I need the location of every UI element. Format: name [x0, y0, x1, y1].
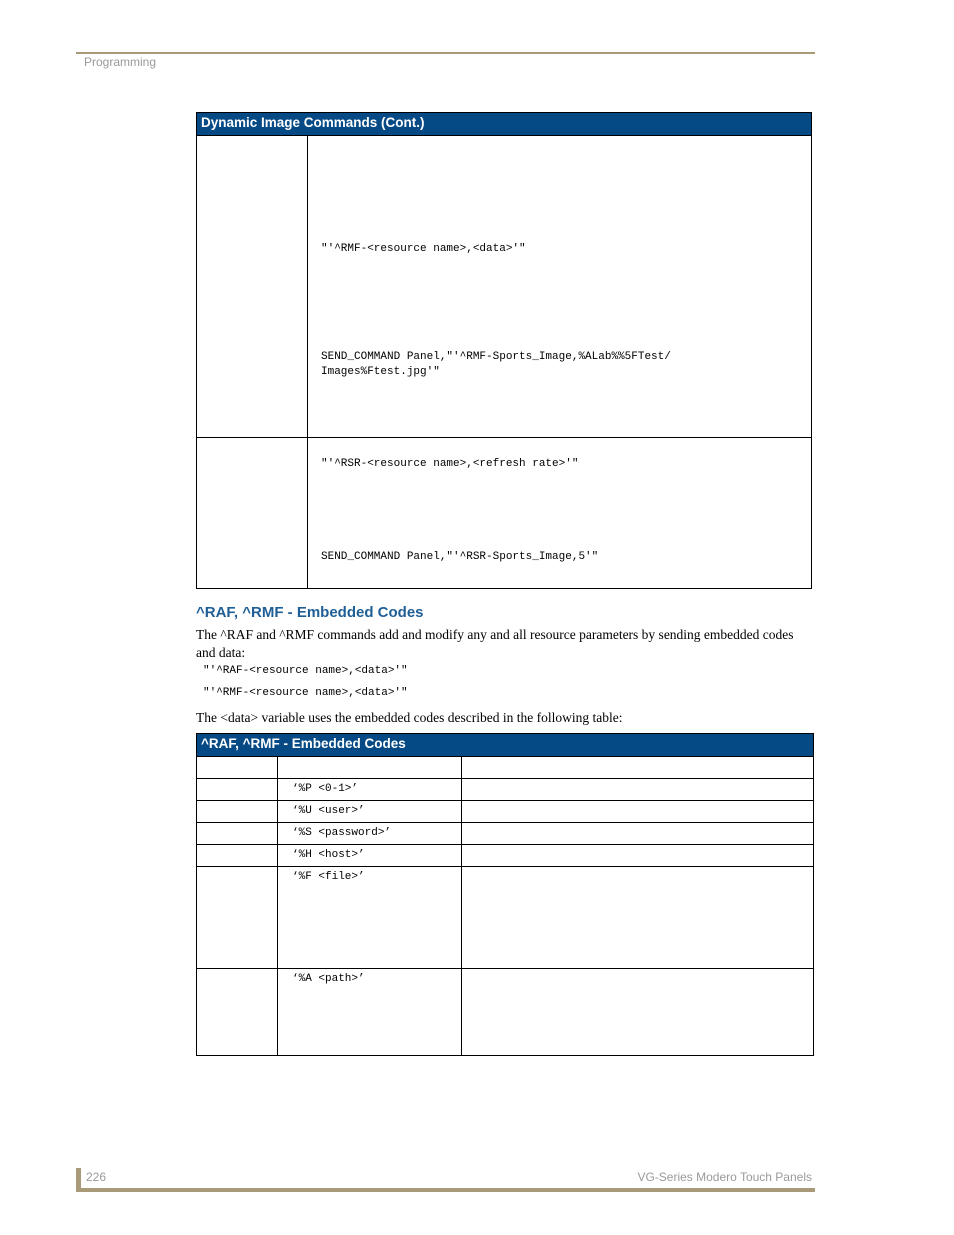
code-cell: ‘%H <host>’	[278, 845, 462, 867]
running-header: Programming	[84, 55, 157, 69]
code-cell: ‘%F <file>’	[278, 867, 462, 969]
table-row	[197, 801, 814, 823]
table-title: Dynamic Image Commands (Cont.)	[197, 113, 812, 136]
code-cell: ‘%S <password>’	[278, 823, 462, 845]
table-row	[197, 845, 814, 867]
command-name-cell	[197, 136, 308, 438]
section-heading: ^RAF, ^RMF - Embedded Codes	[196, 604, 424, 621]
example-code: SEND_COMMAND Panel,"'^RSR-Sports_Image,5'"	[321, 551, 599, 563]
example-code: SEND_COMMAND Panel,"'^RMF-Sports_Image,%ALab%%5FTest/ Images%Ftest.jpg'"	[321, 351, 671, 378]
intro-paragraph: The ^RAF and ^RMF commands add and modify any and all resource parameters by sending embedded codes and data:	[196, 627, 794, 660]
dynamic-image-commands-table	[196, 112, 812, 589]
table-title: ^RAF, ^RMF - Embedded Codes	[197, 734, 814, 757]
code-cell: ‘%P <0-1>’	[278, 779, 462, 801]
syntax-code: "'^RSR-<resource name>,<refresh rate>'"	[321, 458, 579, 470]
outro-paragraph: The <data> variable uses the embedded codes described in the following table:	[196, 710, 623, 725]
code-cell: ‘%U <user>’	[278, 801, 462, 823]
rmf-syntax-code: "'^RMF-<resource name>,<data>'"	[203, 687, 408, 699]
table-row	[197, 136, 812, 438]
table-row	[197, 969, 814, 1056]
table-row	[197, 757, 814, 779]
table-row	[197, 823, 814, 845]
command-name-cell	[197, 438, 308, 589]
table-row	[197, 438, 812, 589]
raf-syntax-code: "'^RAF-<resource name>,<data>'"	[203, 665, 408, 677]
footer-rule	[76, 1188, 815, 1192]
table-row	[197, 779, 814, 801]
command-description-cell	[308, 438, 812, 589]
header-rule	[76, 52, 815, 54]
table-row	[197, 867, 814, 969]
code-cell: ‘%A <path>’	[278, 969, 462, 1056]
footer-doc-title: VG-Series Modero Touch Panels	[637, 1170, 812, 1184]
syntax-code: "'^RMF-<resource name>,<data>'"	[321, 243, 526, 255]
page-number: 226	[86, 1170, 107, 1184]
embedded-codes-table	[196, 733, 814, 1056]
command-description-cell	[308, 136, 812, 438]
